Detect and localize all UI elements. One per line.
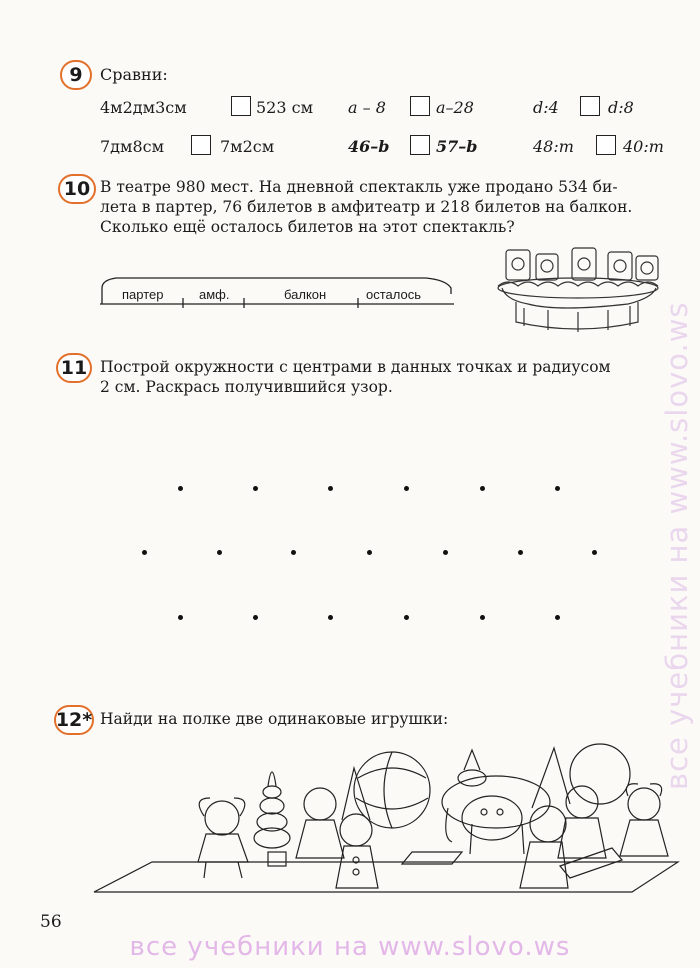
circle-center-point [217,550,222,555]
page-number: 56 [40,912,62,932]
segment-label-amphitheatre: амф. [199,287,230,302]
compare-left: 46–b [348,137,390,156]
compare-right: 57–b [436,137,478,156]
circle-center-point [592,550,597,555]
compare-answer-box[interactable] [231,96,251,116]
circle-center-point [328,486,333,491]
circle-center-point [404,486,409,491]
circle-center-point [480,486,485,491]
compare-right: 7м2см [220,137,275,156]
compare-answer-box[interactable] [191,135,211,155]
task-11-line: Построй окружности с центрами в данных точках и радиусом [100,358,611,376]
bottom-watermark: все учебники на www.slovo.ws [129,932,571,962]
segment-label-remaining: осталось [366,287,422,302]
toy-shelf-illustration [92,738,680,908]
circle-center-point [328,615,333,620]
compare-right: 523 см [256,98,314,117]
side-watermark: все учебники на www.slovo.ws [660,301,694,790]
task-10-line: Сколько ещё осталось билетов на этот спектакль? [100,218,515,236]
task-11-number: 11 [56,353,92,383]
compare-left: d:4 [533,98,559,117]
circle-center-point [367,550,372,555]
theatre-illustration [488,242,666,340]
task-10-line: лета в партер, 76 билетов в амфитеатр и 218 билетов на балкон. [100,198,633,216]
compare-answer-box[interactable] [410,96,430,116]
task-12-number: 12* [54,705,94,735]
compare-answer-box[interactable] [410,135,430,155]
circle-center-point [253,615,258,620]
compare-left: 7дм8см [100,137,165,156]
compare-right: d:8 [608,98,634,117]
circle-center-point [178,615,183,620]
segment-label-parterre: партер [122,287,164,302]
circle-center-point [443,550,448,555]
circle-center-point [404,615,409,620]
segment-label-balcony: балкон [284,287,327,302]
task-9-number: 9 [60,60,92,90]
compare-left: 48:m [533,137,574,156]
circle-center-point [555,615,560,620]
task-10-number: 10 [58,174,96,204]
compare-answer-box[interactable] [596,135,616,155]
compare-left: a – 8 [348,98,386,117]
circle-center-point [253,486,258,491]
circle-center-point [555,486,560,491]
compare-right: a–28 [436,98,474,117]
circle-center-point [480,615,485,620]
task-10-line: В театре 980 мест. На дневной спектакль уже продано 534 би- [100,178,618,196]
task-12-text: Найди на полке две одинаковые игрушки: [100,710,449,728]
compare-left: 4м2дм3см [100,98,187,117]
circle-center-point [518,550,523,555]
task-11-line: 2 см. Раскрась получившийся узор. [100,378,393,396]
task-9-title: Сравни: [100,65,168,84]
circle-center-point [291,550,296,555]
circle-center-point [142,550,147,555]
circle-center-point [178,486,183,491]
compare-right: 40:m [623,137,664,156]
compare-answer-box[interactable] [580,96,600,116]
